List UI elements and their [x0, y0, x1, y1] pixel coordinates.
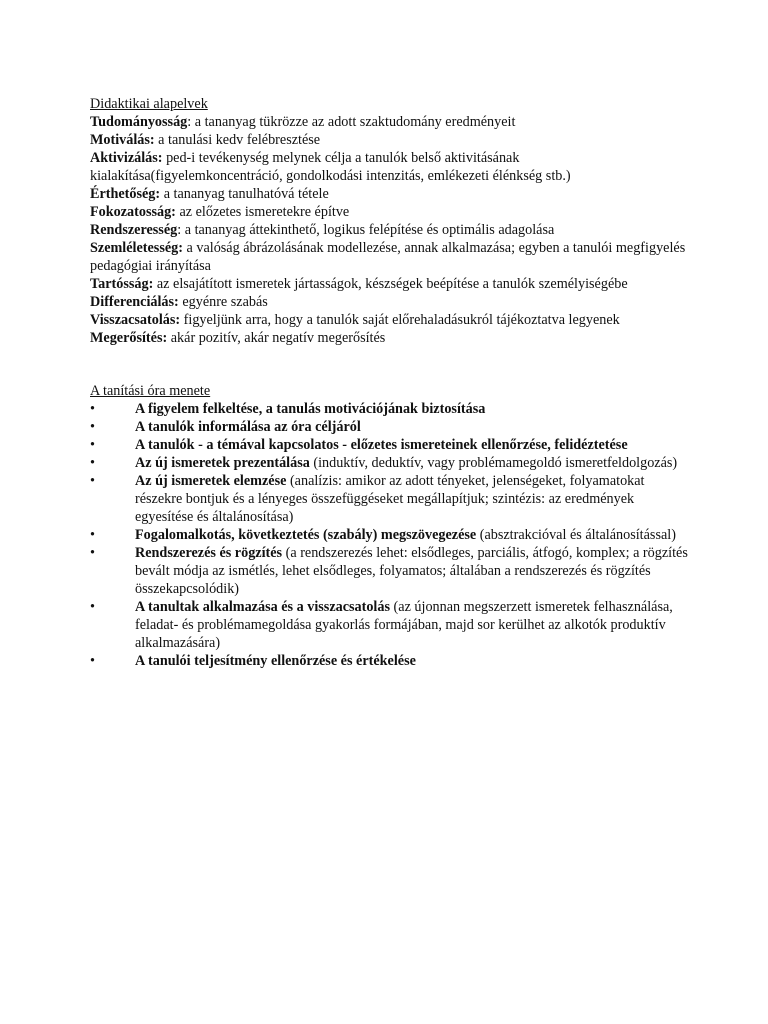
principle-text: a tananyag tükrözze az adott szaktudomány eredményeit: [194, 114, 516, 130]
document-page: [90, 95, 690, 670]
principle-term: Szemléletesség:: [90, 240, 183, 256]
principle-text: a tanulási kedv felébresztése: [158, 132, 321, 148]
principle-term: Megerősítés:: [90, 330, 168, 346]
bullet-icon: •: [90, 599, 95, 615]
principle-item: [90, 149, 690, 185]
bullet-icon: •: [90, 545, 95, 561]
step-detail: (az újonnan megszerzett ismeretek felhasználása, feladat- és problémamegoldása gyakorlás formájában, majd sor kerülhet az alkotók produktív alkalmazására): [135, 599, 673, 651]
principle-item: [90, 275, 690, 293]
principle-separator: :: [187, 114, 195, 130]
step-title: Az új ismeretek prezentálása: [135, 455, 310, 471]
lesson-steps-list: [90, 400, 690, 670]
principle-item: [90, 311, 690, 329]
section-title-didactic-principles: Didaktikai alapelvek: [90, 96, 208, 112]
principle-item: [90, 239, 690, 275]
principle-term: Fokozatosság:: [90, 204, 176, 220]
principle-item: [90, 329, 690, 347]
list-item: [90, 454, 690, 472]
principle-item: [90, 131, 690, 149]
principle-item: [90, 293, 690, 311]
step-detail: (analízis: amikor az adott tényeket, jelenségeket, folyamatokat részekre bontjuk és a lényeges összefüggéseket megállapítjuk; szintézis: az eredmények egyesítése és általánosítása): [135, 473, 645, 525]
principle-text: az elsajátított ismeretek jártasságok, készségek beépítése a tanulók személyiségébe: [156, 276, 628, 292]
list-item: [90, 598, 690, 652]
bullet-icon: •: [90, 419, 95, 435]
bullet-icon: •: [90, 473, 95, 489]
bullet-icon: •: [90, 653, 95, 669]
principle-item: [90, 221, 690, 239]
list-item: [90, 526, 690, 544]
section-title-lesson-flow: A tanítási óra menete: [90, 383, 211, 399]
list-item: [90, 652, 690, 670]
principle-term: Tartósság:: [90, 276, 154, 292]
principle-text: a tananyag tanulhatóvá tétele: [163, 186, 329, 202]
step-title: A tanulók - a témával kapcsolatos - előzetes ismereteinek ellenőrzése, felidéztetése: [135, 437, 628, 453]
list-item: [90, 544, 690, 598]
principle-text: ped-i tevékenység melynek célja a tanulók belső aktivitásának kialakítása(figyelemkoncentráció, gondolkodási intenzitás, emlékezeti élénkség stb.): [90, 150, 571, 184]
step-title: Az új ismeretek elemzése: [135, 473, 287, 489]
principle-text: akár pozitív, akár negatív megerősítés: [170, 330, 386, 346]
step-title: A tanulók informálása az óra céljáról: [135, 419, 361, 435]
step-title: A tanultak alkalmazása és a visszacsatolás: [135, 599, 390, 615]
principle-text: figyeljünk arra, hogy a tanulók saját előrehaladásukról tájékoztatva legyenek: [183, 312, 620, 328]
step-title: A figyelem felkeltése, a tanulás motivációjának biztosítása: [135, 401, 486, 417]
step-detail: (induktív, deduktív, vagy problémamegoldó ismeretfeldolgozás): [309, 455, 678, 471]
lesson-flow-section: [90, 382, 690, 670]
principle-term: Érthetőség:: [90, 186, 161, 202]
principle-term: Differenciálás:: [90, 294, 179, 310]
principle-text: egyénre szabás: [182, 294, 268, 310]
bullet-icon: •: [90, 437, 95, 453]
bullet-icon: •: [90, 401, 95, 417]
list-item: [90, 400, 690, 418]
principle-text: az előzetes ismeretekre építve: [179, 204, 350, 220]
principle-item: [90, 113, 690, 131]
step-detail: (a rendszerezés lehet: elsődleges, parciális, átfogó, komplex; a rögzítés bevált módja az ismétlés, lehet elsődleges, folyamatos; általában a rendszerezés és rögzítés összekapcsolódik): [135, 545, 688, 597]
principle-term: Visszacsatolás:: [90, 312, 181, 328]
list-item: [90, 472, 690, 526]
principle-separator: :: [177, 222, 185, 238]
step-title: Rendszerezés és rögzítés: [135, 545, 283, 561]
step-title: Fogalomalkotás, következtetés (szabály) megszövegezése: [135, 527, 477, 543]
step-detail: (absztrakcióval és általánosítással): [476, 527, 676, 543]
principle-term: Rendszeresség: [90, 222, 178, 238]
bullet-icon: •: [90, 455, 95, 471]
principle-text: a valóság ábrázolásának modellezése, annak alkalmazása; egyben a tanulói megfigyelés pedagógiai irányítása: [90, 240, 686, 274]
principle-text: a tananyag áttekinthető, logikus felépítése és optimális adagolása: [184, 222, 555, 238]
list-item: [90, 436, 690, 454]
principle-term: Aktivizálás:: [90, 150, 163, 166]
principles-list: [90, 113, 690, 347]
principle-item: [90, 203, 690, 221]
bullet-icon: •: [90, 527, 95, 543]
principle-term: Motiválás:: [90, 132, 155, 148]
principle-item: [90, 185, 690, 203]
principle-term: Tudományosság: [90, 114, 188, 130]
step-title: A tanulói teljesítmény ellenőrzése és értékelése: [135, 653, 416, 669]
list-item: [90, 418, 690, 436]
